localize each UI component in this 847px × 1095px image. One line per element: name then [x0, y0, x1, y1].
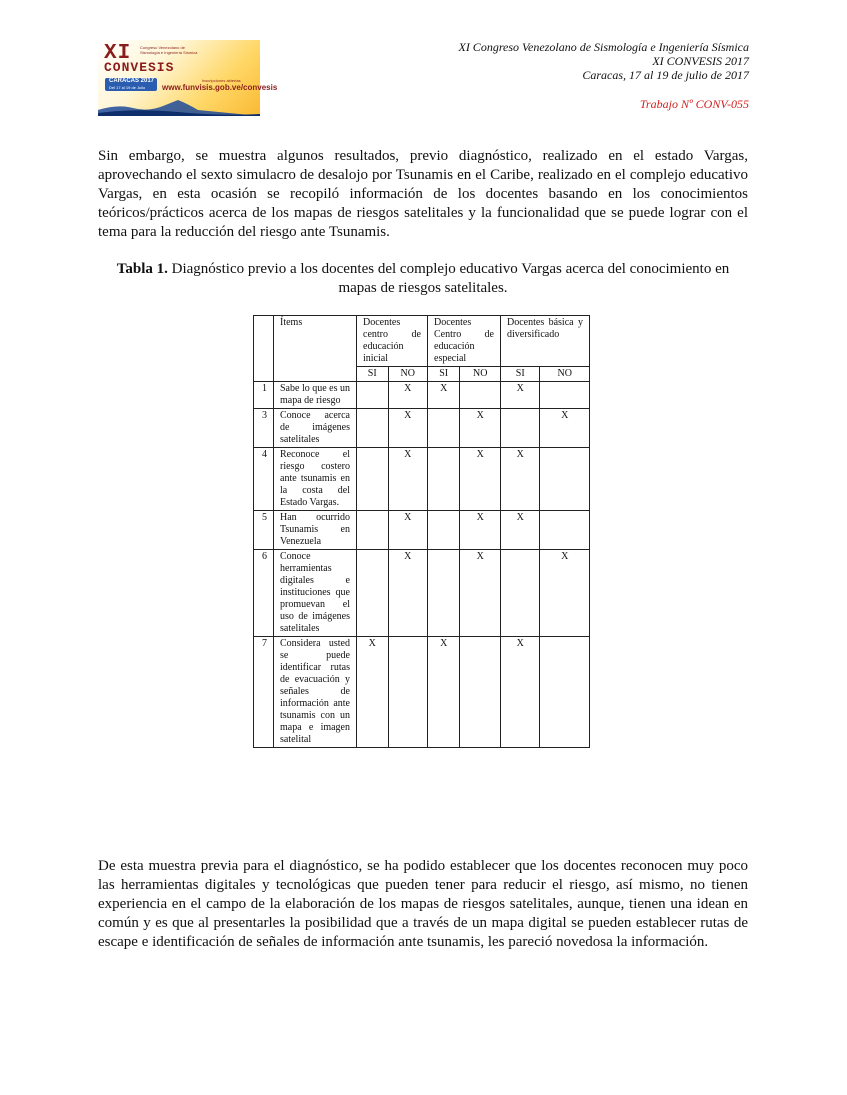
row-item: Han ocurrido Tsunamis en Venezuela	[274, 511, 357, 550]
row-cell	[501, 409, 540, 448]
logo-title: XI	[104, 42, 132, 65]
table-subheader: SI	[501, 367, 540, 382]
table-header-group: Docentes básica y diversificado	[501, 316, 590, 367]
row-cell: X	[388, 382, 428, 409]
row-cell	[357, 511, 389, 550]
diagnostic-table	[253, 315, 590, 748]
row-cell	[460, 637, 501, 748]
row-cell	[501, 550, 540, 637]
row-cell	[540, 448, 590, 511]
document-header	[458, 40, 749, 82]
logo-badge-dates: Del 17 al 19 de Julio	[109, 85, 146, 90]
row-cell	[428, 448, 460, 511]
row-cell: X	[501, 382, 540, 409]
row-cell: X	[388, 550, 428, 637]
row-item: Considera usted se puede identificar rutas de evacuación y señales de información ante tsunamis con un mapa e imagen satelital	[274, 637, 357, 748]
row-cell	[540, 382, 590, 409]
header-congress-acronym: XI CONVESIS 2017	[652, 54, 749, 68]
logo-badge-city: CARACAS 2017	[109, 78, 155, 84]
table-subheader: NO	[540, 367, 590, 382]
row-cell: X	[388, 409, 428, 448]
table-header-items: Ítems	[274, 316, 357, 382]
table-row	[254, 409, 590, 448]
row-number: 7	[254, 637, 274, 748]
row-cell	[357, 448, 389, 511]
row-cell: X	[388, 511, 428, 550]
row-item: Reconoce el riesgo costero ante tsunamis en la costa del Estado Vargas.	[274, 448, 357, 511]
table-row	[254, 550, 590, 637]
row-cell: X	[357, 637, 389, 748]
table-header-num	[254, 316, 274, 382]
row-cell	[357, 409, 389, 448]
table-caption-text: Diagnóstico previo a los docentes del complejo educativo Vargas acerca del conocimiento en mapas de riesgos satelitales.	[167, 261, 730, 296]
row-item: Conoce herramientas digitales e instituciones que promuevan el uso de imágenes satelitales	[274, 550, 357, 637]
row-number: 3	[254, 409, 274, 448]
table-subheader: SI	[357, 367, 389, 382]
row-cell: X	[501, 448, 540, 511]
congress-logo	[98, 40, 278, 116]
row-cell	[357, 550, 389, 637]
logo-small-text: Congreso Venezolano de Sismología e Ingeniería Sísmica	[140, 45, 198, 55]
row-cell: X	[428, 382, 460, 409]
row-cell: X	[428, 637, 460, 748]
row-cell: X	[501, 511, 540, 550]
table-caption	[98, 260, 748, 298]
table-row	[254, 448, 590, 511]
table-row	[254, 637, 590, 748]
mountain-silhouette-icon	[98, 90, 260, 116]
table-header-group: Docentes centro de educación inicial	[357, 316, 428, 367]
body-paragraph-1: Sin embargo, se muestra algunos resultados, previo diagnóstico, realizado en el estado Vargas, aprovechando el sexto simulacro de desalojo por Tsunamis en el Caribe, realizado en el complejo educativo Vargas, en esta ocasión se recopiló información de los docentes basando en los conocimientos teóricos/prácticos acerca de los mapas de riesgos satelitales y la funcionalidad que se puede lograr con el tema para la reducción del riesgo ante Tsunamis.	[98, 148, 748, 240]
logo-subtitle: CONVESIS	[104, 60, 175, 75]
row-cell: X	[460, 409, 501, 448]
row-cell	[460, 382, 501, 409]
body-paragraph-2: De esta muestra previa para el diagnóstico, se ha podido establecer que los docentes reconocen muy poco las herramientas digitales y tecnológicas que pueden tener para reducir el riesgo, así mismo, no tienen experiencia en el campo de la elaboración de los mapas de riesgos satelitales, aunque, tienen una idean en común y es que al presentarles la posibilidad que a través de un mapa digital se pueden establecer rutas de escape e identificación de señales de información ante tsunamis, les pareció novedosa la información.	[98, 858, 748, 950]
row-number: 6	[254, 550, 274, 637]
row-cell: X	[540, 409, 590, 448]
table-row	[254, 511, 590, 550]
header-date-location: Caracas, 17 al 19 de julio de 2017	[582, 68, 749, 82]
row-number: 4	[254, 448, 274, 511]
paper-number: Trabajo Nº CONV-055	[639, 97, 749, 111]
row-cell	[388, 637, 428, 748]
table-subheader: NO	[388, 367, 428, 382]
row-cell	[357, 382, 389, 409]
row-cell: X	[388, 448, 428, 511]
logo-url: www.funvisis.gob.ve/convesis	[162, 83, 278, 92]
table-caption-label: Tabla 1.	[116, 261, 168, 277]
row-item: Sabe lo que es un mapa de riesgo	[274, 382, 357, 409]
row-number: 1	[254, 382, 274, 409]
row-cell	[428, 409, 460, 448]
row-cell	[428, 511, 460, 550]
row-cell: X	[460, 448, 501, 511]
table-subheader: SI	[428, 367, 460, 382]
row-cell: X	[501, 637, 540, 748]
row-item: Conoce acerca de imágenes satelitales	[274, 409, 357, 448]
table-header-group: Docentes Centro de educación especial	[428, 316, 501, 367]
row-number: 5	[254, 511, 274, 550]
logo-registration: Inscripciones abiertas	[202, 78, 241, 83]
row-cell: X	[540, 550, 590, 637]
header-congress-name: XI Congreso Venezolano de Sismología e Ingeniería Sísmica	[458, 40, 749, 54]
table-row	[254, 382, 590, 409]
table-subheader: NO	[460, 367, 501, 382]
row-cell: X	[460, 550, 501, 637]
row-cell	[428, 550, 460, 637]
row-cell: X	[460, 511, 501, 550]
row-cell	[540, 637, 590, 748]
row-cell	[540, 511, 590, 550]
